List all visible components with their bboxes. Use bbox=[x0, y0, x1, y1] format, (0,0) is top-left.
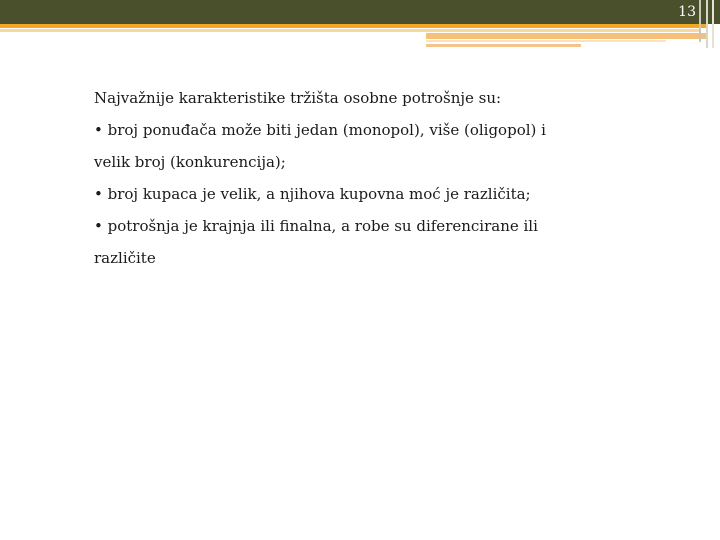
decorative-line bbox=[712, 0, 714, 48]
decorative-line bbox=[699, 0, 701, 42]
bullet-line: velik broj (konkurencija); bbox=[94, 153, 286, 171]
intro-line: Najvažnije karakteristike tržišta osobne potrošnje su: bbox=[94, 89, 502, 107]
bullet-line: • potrošnja je krajnja ili finalna, a robe su diferencirane ili bbox=[94, 217, 538, 235]
slide-number: 13 bbox=[678, 4, 696, 20]
accent-line bbox=[426, 40, 666, 42]
bullet-line: • broj kupaca je velik, a njihova kupovna moć je različita; bbox=[94, 185, 531, 203]
slide-body bbox=[94, 82, 564, 274]
header-bar bbox=[0, 0, 700, 24]
accent-line bbox=[0, 29, 700, 32]
accent-line bbox=[426, 44, 581, 47]
bullet-line: različite bbox=[94, 249, 156, 267]
bullet-line: • broj ponuđača može biti jedan (monopol), više (oligopol) i bbox=[94, 121, 546, 139]
accent-line bbox=[426, 33, 706, 39]
header-bar-corner bbox=[700, 0, 720, 24]
accent-line bbox=[0, 24, 706, 28]
decorative-line bbox=[706, 0, 708, 48]
